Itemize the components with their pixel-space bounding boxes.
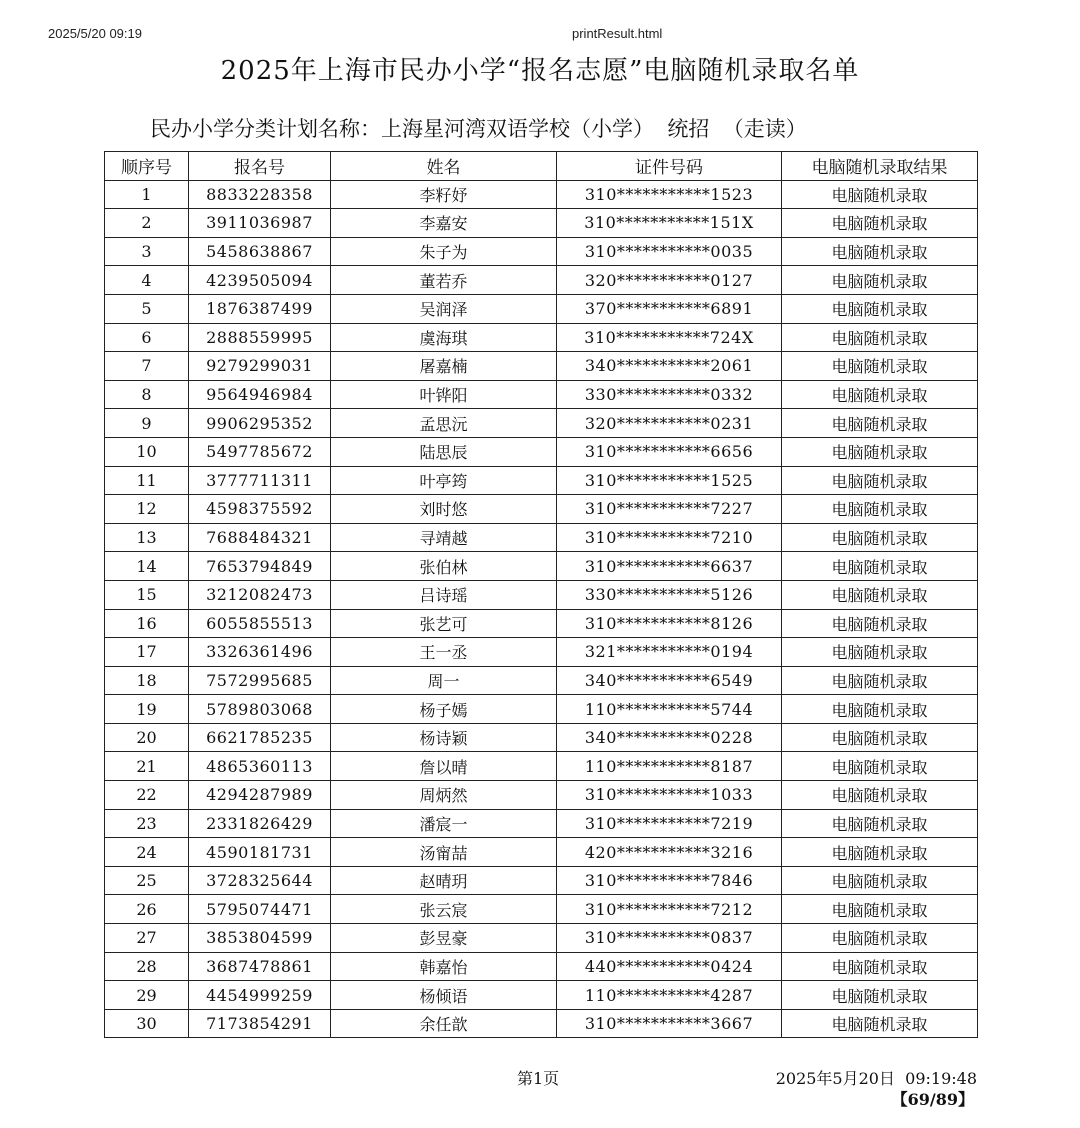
cell-reg-no: 5789803068 [189, 695, 331, 724]
cell-id-no: 330***********5126 [557, 580, 782, 609]
cell-name: 周一 [331, 666, 557, 695]
cell-name: 潘宸一 [331, 809, 557, 838]
cell-id-no: 320***********0231 [557, 409, 782, 438]
cell-id-no: 310***********1033 [557, 781, 782, 810]
table-row [105, 638, 978, 667]
table-row [105, 409, 978, 438]
cell-result: 电脑随机录取 [782, 266, 978, 295]
cell-reg-no: 3853804599 [189, 924, 331, 953]
cell-name: 吕诗瑶 [331, 580, 557, 609]
cell-seq: 9 [105, 409, 189, 438]
cell-result: 电脑随机录取 [782, 924, 978, 953]
table-row [105, 609, 978, 638]
cell-result: 电脑随机录取 [782, 323, 978, 352]
print-filename: printResult.html [572, 26, 663, 41]
cell-id-no: 370***********6891 [557, 294, 782, 323]
cell-result: 电脑随机录取 [782, 466, 978, 495]
table-row [105, 580, 978, 609]
cell-id-no: 110***********8187 [557, 752, 782, 781]
cell-reg-no: 3911036987 [189, 209, 331, 238]
cell-seq: 8 [105, 380, 189, 409]
cell-id-no: 310***********0035 [557, 237, 782, 266]
cell-name: 杨诗颖 [331, 723, 557, 752]
cell-result: 电脑随机录取 [782, 666, 978, 695]
cell-result: 电脑随机录取 [782, 523, 978, 552]
cell-seq: 6 [105, 323, 189, 352]
cell-seq: 25 [105, 866, 189, 895]
cell-id-no: 420***********3216 [557, 838, 782, 867]
table-row [105, 666, 978, 695]
cell-seq: 4 [105, 266, 189, 295]
table-row [105, 695, 978, 724]
cell-id-no: 310***********0837 [557, 924, 782, 953]
cell-reg-no: 3687478861 [189, 952, 331, 981]
cell-seq: 27 [105, 924, 189, 953]
table-row [105, 838, 978, 867]
cell-result: 电脑随机录取 [782, 209, 978, 238]
cell-seq: 23 [105, 809, 189, 838]
cell-reg-no: 4454999259 [189, 981, 331, 1010]
cell-name: 李籽妤 [331, 180, 557, 209]
cell-id-no: 110***********5744 [557, 695, 782, 724]
column-header-result: 电脑随机录取结果 [782, 152, 978, 181]
cell-seq: 29 [105, 981, 189, 1010]
cell-reg-no: 4239505094 [189, 266, 331, 295]
cell-seq: 13 [105, 523, 189, 552]
cell-name: 张云宸 [331, 895, 557, 924]
cell-reg-no: 7653794849 [189, 552, 331, 581]
cell-result: 电脑随机录取 [782, 809, 978, 838]
cell-name: 虞海琪 [331, 323, 557, 352]
cell-result: 电脑随机录取 [782, 552, 978, 581]
cell-reg-no: 2331826429 [189, 809, 331, 838]
cell-reg-no: 6055855513 [189, 609, 331, 638]
print-header [48, 26, 1032, 46]
table-row [105, 1009, 978, 1038]
cell-name: 陆思辰 [331, 437, 557, 466]
column-header-seq: 顺序号 [105, 152, 189, 181]
cell-name: 吴润泽 [331, 294, 557, 323]
cell-name: 寻靖越 [331, 523, 557, 552]
cell-id-no: 310***********724X [557, 323, 782, 352]
column-header-id-no: 证件号码 [557, 152, 782, 181]
table-row [105, 266, 978, 295]
table-row [105, 209, 978, 238]
cell-id-no: 340***********2061 [557, 352, 782, 381]
cell-id-no: 310***********7210 [557, 523, 782, 552]
cell-seq: 26 [105, 895, 189, 924]
cell-seq: 15 [105, 580, 189, 609]
cell-result: 电脑随机录取 [782, 409, 978, 438]
table-row [105, 466, 978, 495]
cell-result: 电脑随机录取 [782, 981, 978, 1010]
table-body [105, 180, 978, 1038]
cell-name: 杨倾语 [331, 981, 557, 1010]
print-date: 2025/5/20 09:19 [48, 26, 142, 41]
cell-id-no: 110***********4287 [557, 981, 782, 1010]
cell-reg-no: 5497785672 [189, 437, 331, 466]
cell-result: 电脑随机录取 [782, 781, 978, 810]
cell-reg-no: 7688484321 [189, 523, 331, 552]
cell-name: 汤甯喆 [331, 838, 557, 867]
table-row [105, 323, 978, 352]
cell-name: 朱子为 [331, 237, 557, 266]
cell-result: 电脑随机录取 [782, 609, 978, 638]
cell-seq: 24 [105, 838, 189, 867]
cell-seq: 30 [105, 1009, 189, 1038]
cell-id-no: 310***********6656 [557, 437, 782, 466]
cell-result: 电脑随机录取 [782, 237, 978, 266]
cell-result: 电脑随机录取 [782, 180, 978, 209]
cell-seq: 7 [105, 352, 189, 381]
page-counter: 【69/89】 [891, 1090, 974, 1109]
page-number: 第1页 [517, 1069, 560, 1088]
cell-id-no: 310***********1523 [557, 180, 782, 209]
cell-name: 董若乔 [331, 266, 557, 295]
cell-seq: 11 [105, 466, 189, 495]
cell-reg-no: 4294287989 [189, 781, 331, 810]
cell-reg-no: 9279299031 [189, 352, 331, 381]
cell-reg-no: 3728325644 [189, 866, 331, 895]
admission-table [104, 151, 978, 1038]
table-row [105, 180, 978, 209]
cell-reg-no: 2888559995 [189, 323, 331, 352]
cell-result: 电脑随机录取 [782, 752, 978, 781]
cell-reg-no: 5795074471 [189, 895, 331, 924]
cell-result: 电脑随机录取 [782, 495, 978, 524]
cell-id-no: 310***********7846 [557, 866, 782, 895]
cell-name: 李嘉安 [331, 209, 557, 238]
cell-reg-no: 4590181731 [189, 838, 331, 867]
cell-name: 韩嘉怡 [331, 952, 557, 981]
cell-id-no: 340***********0228 [557, 723, 782, 752]
cell-result: 电脑随机录取 [782, 380, 978, 409]
cell-reg-no: 9906295352 [189, 409, 331, 438]
table-row [105, 552, 978, 581]
cell-result: 电脑随机录取 [782, 838, 978, 867]
table-row [105, 866, 978, 895]
cell-id-no: 310***********151X [557, 209, 782, 238]
cell-result: 电脑随机录取 [782, 723, 978, 752]
cell-seq: 17 [105, 638, 189, 667]
cell-seq: 22 [105, 781, 189, 810]
cell-name: 詹以晴 [331, 752, 557, 781]
cell-result: 电脑随机录取 [782, 580, 978, 609]
cell-result: 电脑随机录取 [782, 952, 978, 981]
print-timestamp: 2025年5月20日 09:19:48 [775, 1069, 977, 1088]
cell-seq: 3 [105, 237, 189, 266]
cell-name: 孟思沅 [331, 409, 557, 438]
table-row [105, 781, 978, 810]
cell-id-no: 320***********0127 [557, 266, 782, 295]
cell-name: 张艺可 [331, 609, 557, 638]
cell-reg-no: 6621785235 [189, 723, 331, 752]
cell-name: 杨子嫣 [331, 695, 557, 724]
cell-seq: 5 [105, 294, 189, 323]
cell-result: 电脑随机录取 [782, 352, 978, 381]
column-header-name: 姓名 [331, 152, 557, 181]
cell-result: 电脑随机录取 [782, 638, 978, 667]
table-row [105, 437, 978, 466]
cell-seq: 10 [105, 437, 189, 466]
table-row [105, 495, 978, 524]
document-title: 2025年上海市民办小学“报名志愿”电脑随机录取名单 [220, 56, 860, 86]
cell-result: 电脑随机录取 [782, 895, 978, 924]
cell-seq: 1 [105, 180, 189, 209]
cell-name: 叶亭筠 [331, 466, 557, 495]
cell-reg-no: 5458638867 [189, 237, 331, 266]
table-row [105, 294, 978, 323]
cell-id-no: 310***********6637 [557, 552, 782, 581]
table-row [105, 523, 978, 552]
cell-id-no: 310***********7227 [557, 495, 782, 524]
table-row [105, 723, 978, 752]
cell-result: 电脑随机录取 [782, 437, 978, 466]
cell-seq: 18 [105, 666, 189, 695]
cell-id-no: 310***********8126 [557, 609, 782, 638]
table-row [105, 809, 978, 838]
cell-result: 电脑随机录取 [782, 294, 978, 323]
cell-id-no: 310***********3667 [557, 1009, 782, 1038]
cell-reg-no: 3777711311 [189, 466, 331, 495]
cell-seq: 14 [105, 552, 189, 581]
cell-name: 余任歆 [331, 1009, 557, 1038]
cell-reg-no: 8833228358 [189, 180, 331, 209]
cell-name: 王一丞 [331, 638, 557, 667]
cell-name: 周炳然 [331, 781, 557, 810]
table-row [105, 924, 978, 953]
cell-reg-no: 9564946984 [189, 380, 331, 409]
cell-reg-no: 4865360113 [189, 752, 331, 781]
cell-reg-no: 7572995685 [189, 666, 331, 695]
cell-name: 张伯林 [331, 552, 557, 581]
cell-id-no: 321***********0194 [557, 638, 782, 667]
cell-reg-no: 1876387499 [189, 294, 331, 323]
cell-seq: 2 [105, 209, 189, 238]
cell-name: 叶铧阳 [331, 380, 557, 409]
cell-name: 彭昱豪 [331, 924, 557, 953]
cell-reg-no: 4598375592 [189, 495, 331, 524]
table-row [105, 380, 978, 409]
cell-seq: 20 [105, 723, 189, 752]
cell-seq: 12 [105, 495, 189, 524]
cell-reg-no: 3212082473 [189, 580, 331, 609]
cell-id-no: 310***********7219 [557, 809, 782, 838]
cell-result: 电脑随机录取 [782, 866, 978, 895]
cell-seq: 21 [105, 752, 189, 781]
column-header-reg-no: 报名号 [189, 152, 331, 181]
cell-name: 刘时悠 [331, 495, 557, 524]
cell-seq: 28 [105, 952, 189, 981]
cell-reg-no: 3326361496 [189, 638, 331, 667]
table-row [105, 981, 978, 1010]
table-row [105, 895, 978, 924]
cell-id-no: 310***********7212 [557, 895, 782, 924]
cell-reg-no: 7173854291 [189, 1009, 331, 1038]
cell-result: 电脑随机录取 [782, 1009, 978, 1038]
table-row [105, 752, 978, 781]
table-row [105, 352, 978, 381]
cell-id-no: 310***********1525 [557, 466, 782, 495]
table-row [105, 237, 978, 266]
cell-id-no: 340***********6549 [557, 666, 782, 695]
cell-seq: 16 [105, 609, 189, 638]
cell-result: 电脑随机录取 [782, 695, 978, 724]
plan-name-line: 民办小学分类计划名称：上海星河湾双语学校（小学） 统招 （走读） [150, 117, 807, 141]
cell-name: 屠嘉楠 [331, 352, 557, 381]
cell-id-no: 440***********0424 [557, 952, 782, 981]
cell-id-no: 330***********0332 [557, 380, 782, 409]
cell-seq: 19 [105, 695, 189, 724]
table-row [105, 952, 978, 981]
table-header-row [105, 152, 978, 181]
cell-name: 赵晴玥 [331, 866, 557, 895]
